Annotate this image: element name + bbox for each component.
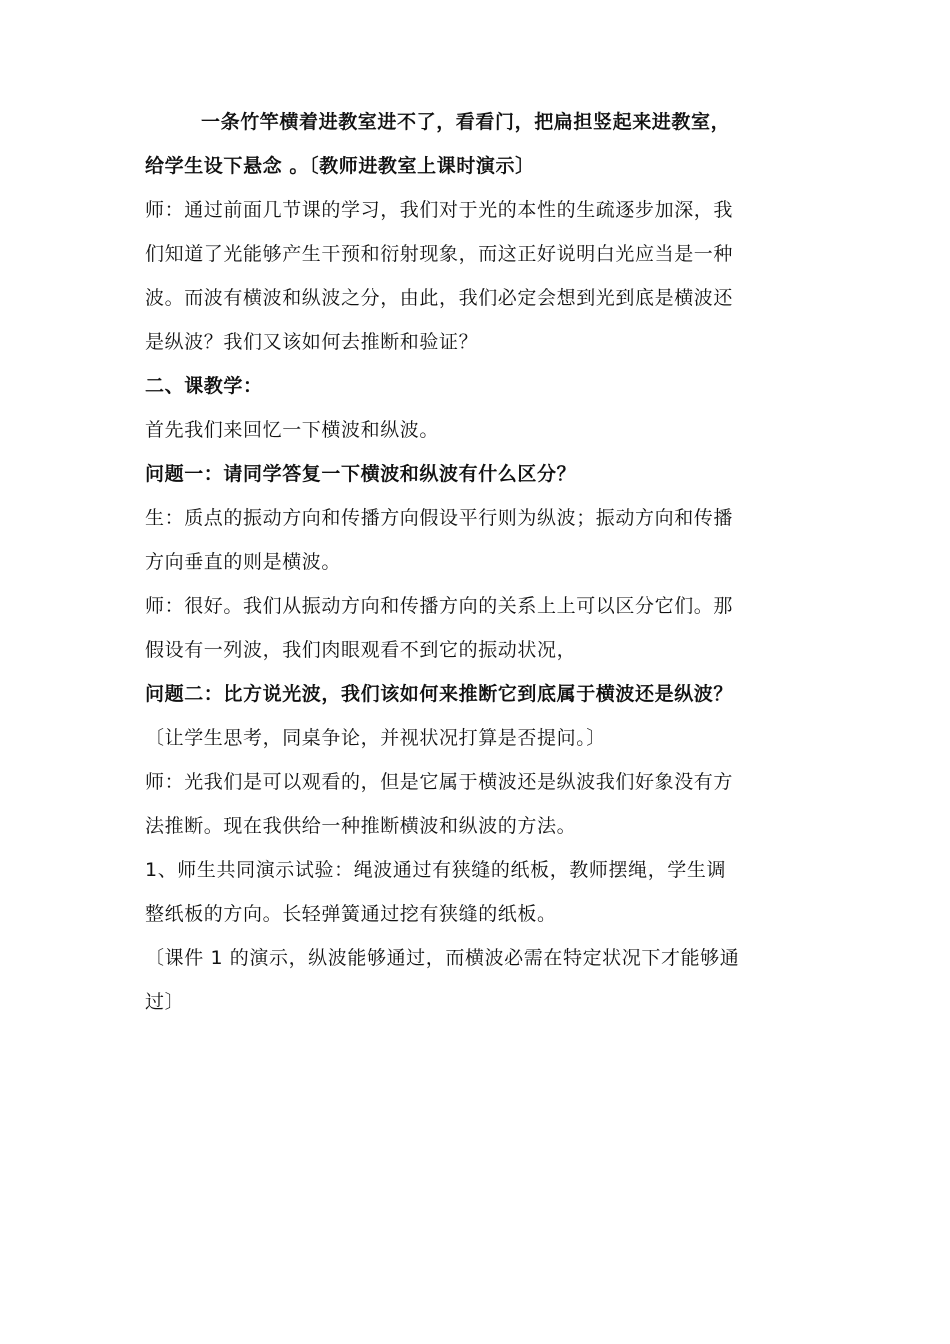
- paragraph-4-line-2: 假设有一列波，我们肉眼观看不到它的振动状况，: [145, 639, 577, 661]
- intro-line-1: 一条竹竿横着进教室进不了，看看门，把扁担竖起来进教室，: [201, 111, 731, 133]
- paragraph-1-line-1: 师：通过前面几节课的学习，我们对于光的本性的生疏逐步加深，我: [145, 199, 734, 221]
- paragraph-6-line-2: 法推断。现在我供给一种推断横波和纵波的方法。: [145, 815, 577, 837]
- paragraph-8-line-1: 〔课件 1 的演示，纵波能够通过，而横波必需在特定状况下才能够通: [145, 947, 740, 969]
- question-2: 问题二：比方说光波，我们该如何来推断它到底属于横波还是纵波？: [145, 683, 734, 705]
- section-heading-2: 二、课教学：: [145, 375, 263, 397]
- paragraph-1-line-3: 波。而波有横波和纵波之分，由此，我们必定会想到光到底是横波还: [145, 287, 734, 309]
- paragraph-4-line-1: 师：很好。我们从振动方向和传播方向的关系上上可以区分它们。那: [145, 595, 734, 617]
- paragraph-6-line-1: 师：光我们是可以观看的，但是它属于横波还是纵波我们好象没有方: [145, 771, 734, 793]
- paragraph-3-line-2: 方向垂直的则是横波。: [145, 551, 342, 573]
- paragraph-5: 〔让学生思考，同桌争论，并视状况打算是否提问。〕: [145, 727, 606, 749]
- paragraph-1-line-4: 是纵波？我们又该如何去推断和验证？: [145, 331, 479, 353]
- paragraph-8-line-2: 过〕: [145, 991, 185, 1013]
- paragraph-1-line-2: 们知道了光能够产生干预和衍射现象，而这正好说明白光应当是一种: [145, 243, 734, 265]
- paragraph-7-line-1: 1、师生共同演示试验：绳波通过有狭缝的纸板，教师摆绳，学生调: [145, 859, 727, 881]
- question-1: 问题一：请同学答复一下横波和纵波有什么区分？: [145, 463, 577, 485]
- paragraph-2: 首先我们来回忆一下横波和纵波。: [145, 419, 440, 441]
- paragraph-7-line-2: 整纸板的方向。长轻弹簧通过挖有狭缝的纸板。: [145, 903, 557, 925]
- document-body: [145, 100, 825, 1024]
- intro-line-2: 给学生设下悬念 。〔教师进教室上课时演示〕: [145, 155, 535, 177]
- paragraph-3-line-1: 生：质点的振动方向和传播方向假设平行则为纵波；振动方向和传播: [145, 507, 734, 529]
